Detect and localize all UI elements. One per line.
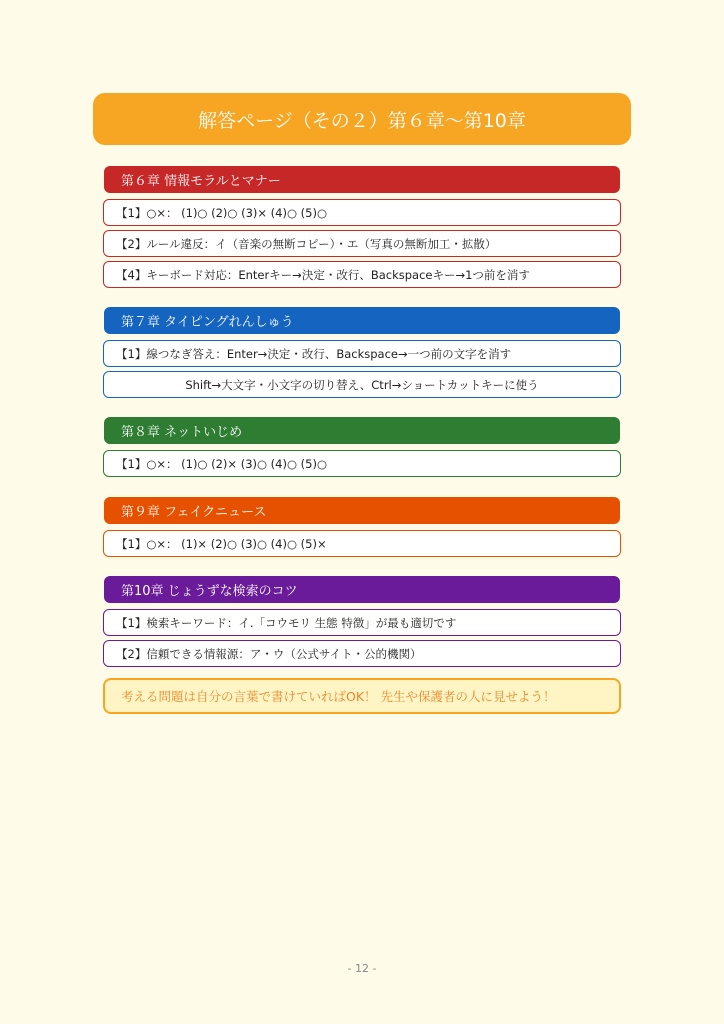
answer-row: 【2】ルール違反：イ（音楽の無断コピー）・エ（写真の無断加工・拡散）	[103, 230, 621, 257]
answer-row: 【1】○×： (1)○ (2)○ (3)× (4)○ (5)○	[103, 199, 621, 226]
section-title-chapter8: 第８章 ネットいじめ	[104, 417, 620, 444]
answer-row: 【1】検索キーワード：イ.「コウモリ 生態 特徴」が最も適切です	[103, 609, 621, 636]
answer-row: 【2】信頼できる情報源：ア・ウ（公式サイト・公的機関）	[103, 640, 621, 667]
answer-row: 【1】○×： (1)× (2)○ (3)○ (4)○ (5)×	[103, 530, 621, 557]
page-number: - 12 -	[347, 962, 377, 975]
section-title-chapter10: 第10章 じょうずな検索のコツ	[104, 576, 620, 603]
page-title-banner	[93, 93, 631, 145]
page-title: 解答ページ（その２）第６章〜第10章	[198, 109, 526, 132]
advice-note: 考える問題は自分の言葉で書けていればOK！ 先生や保護者の人に見せよう！	[103, 678, 621, 714]
section-title-chapter7: 第７章 タイピングれんしゅう	[104, 307, 620, 334]
section-title-chapter6: 第６章 情報モラルとマナー	[104, 166, 620, 193]
answer-row: 【1】線つなぎ答え：Enter→決定・改行、Backspace→一つ前の文字を消す	[103, 340, 621, 367]
answer-row: 【1】○×： (1)○ (2)× (3)○ (4)○ (5)○	[103, 450, 621, 477]
answer-row: Shift→大文字・小文字の切り替え、Ctrl→ショートカットキーに使う	[103, 371, 621, 398]
answer-row: 【4】キーボード対応：Enterキー→決定・改行、Backspaceキー→1つ前を消す	[103, 261, 621, 288]
section-title-chapter9: 第９章 フェイクニュース	[104, 497, 620, 524]
